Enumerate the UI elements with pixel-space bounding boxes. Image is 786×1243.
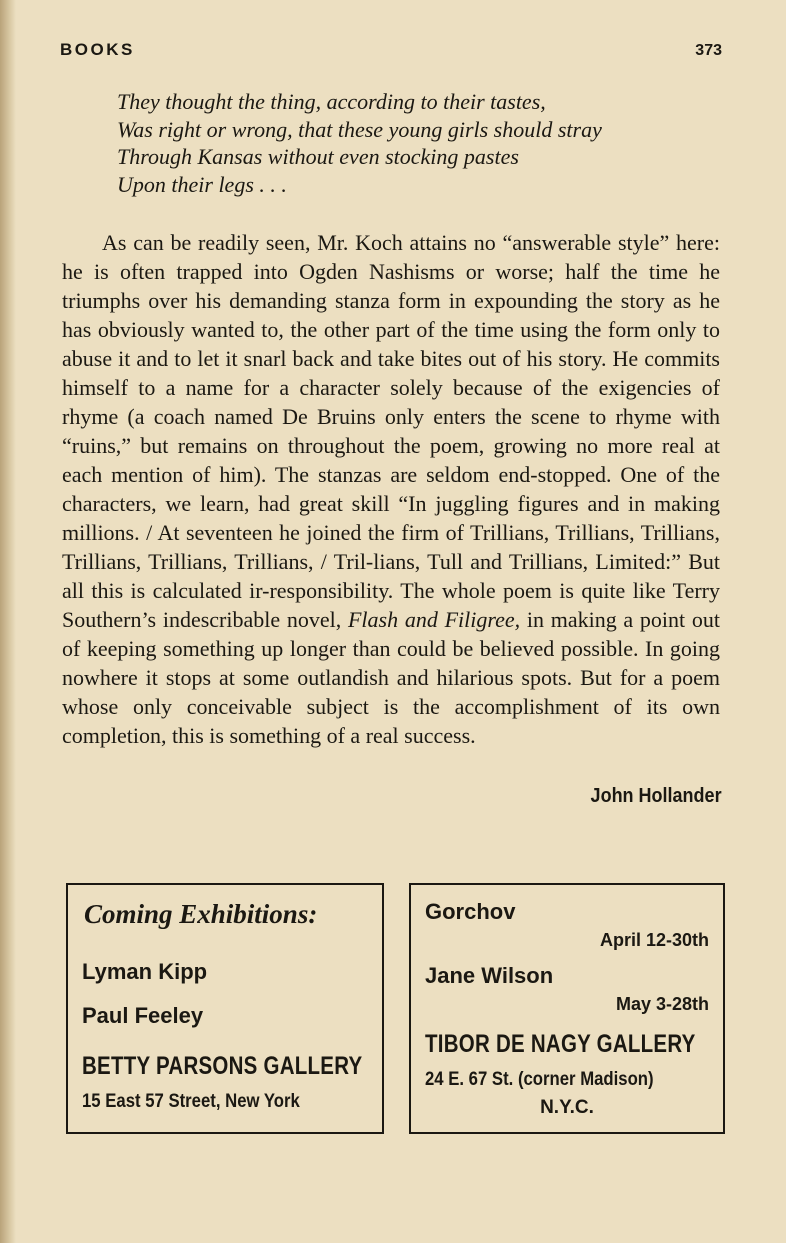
review-paragraph (62, 228, 720, 750)
gallery-address: 15 East 57 Street, New York (82, 1091, 300, 1112)
tibor-de-nagy-advertisement (409, 883, 725, 1134)
verse-line: Through Kansas without even stocking pastes (117, 144, 519, 169)
page-spine-shadow (0, 0, 16, 1243)
artist-name: Paul Feeley (82, 1003, 204, 1028)
gallery-address: 24 E. 67 St. (corner Madison) (425, 1069, 654, 1090)
artist-name: Gorchov (425, 899, 516, 924)
ad-heading: Coming Exhibitions: (84, 899, 318, 929)
verse-line: They thought the thing, according to their tastes, (117, 89, 546, 114)
gallery-city: N.Y.C. (540, 1097, 594, 1118)
page-number: 373 (695, 42, 722, 59)
review-body (62, 228, 720, 750)
gallery-name: BETTY PARSONS GALLERY (82, 1052, 363, 1080)
verse-line: Upon their legs . . . (117, 171, 287, 197)
verse-line: Was right or wrong, that these young girls should stray (117, 116, 602, 142)
author-signature: John Hollander (590, 785, 722, 807)
paragraph-text: As can be readily seen, Mr. Koch attains no “answerable style” here: he is often trapped into Ogden Nashisms or worse; half the time he triumphs over his demanding stanza form in expounding the story as he has obviously wanted to, the other part of the time using the form only to abuse it and to let it snarl back and take bites out of his story. He commits himself to a name for a character solely because of the exigencies of rhyme (a coach named De Bruins only enters the scene to rhyme with “ruins,” but remains on throughout the poem, growing no more real at each mention of him). The stanzas are seldom end-stopped. One of the characters, we learn, had great skill “In juggling figures and in making millions. / At seventeen he joined the firm of Trillians, Trillians, Trillians, Trillians, Trillians, Trillians, / Tril-lians, Tull and Trillians, Limited:” But all this is calculated ir-responsibility. The whole poem is quite like Terry Southern’s indescribable novel, (62, 230, 720, 632)
artist-name: Lyman Kipp (82, 959, 208, 984)
exhibition-dates: April 12-30th (599, 930, 709, 950)
paragraph-text-end: in making a point out of keeping something up longer than could be believed possible. In going nowhere it stops at some outlandish and hilarious spots. But for a poem whose only conceivable subject is the accomplishment of its own completion, this is something of a real success. (62, 607, 720, 748)
page-header (60, 40, 722, 70)
betty-parsons-advertisement (66, 883, 384, 1134)
gallery-name: TIBOR DE NAGY GALLERY (425, 1030, 696, 1058)
book-title: Flash and Filigree, (347, 607, 521, 632)
exhibition-dates: May 3-28th (615, 994, 709, 1014)
running-head: BOOKS (60, 40, 135, 59)
artist-name: Jane Wilson (425, 963, 554, 988)
verse-quotation (117, 88, 717, 198)
